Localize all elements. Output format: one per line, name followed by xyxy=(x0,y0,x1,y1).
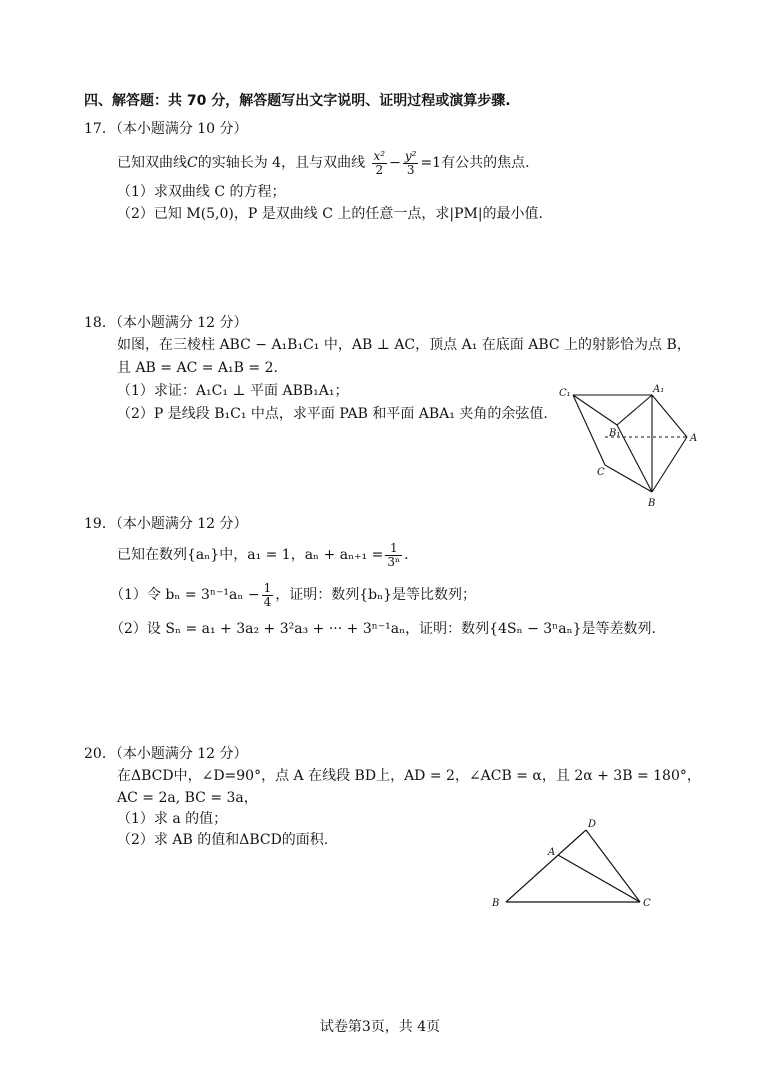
q20-part2: （2）求 AB 的值和ΔBCD的面积. xyxy=(117,832,329,848)
label-a1: A₁ xyxy=(653,384,665,395)
q20-stem-line1: 在ΔBCD中，∠D=90°，点 A 在线段 BD上，AD = 2，∠ACB = α，且 2α + 3B = 180°， xyxy=(117,768,701,784)
edge-b1-a1 xyxy=(617,395,652,425)
label-a: A xyxy=(690,433,698,444)
q17-fraction-x: $\frac{\text{x²}}{2}$ xyxy=(373,148,386,177)
q20-header: 20．（本小题满分 12 分） xyxy=(84,746,248,762)
label-b: B xyxy=(492,898,500,909)
q17-stem-text-2: 的实轴长为 4，且与双曲线 xyxy=(197,155,366,171)
edge-b-a xyxy=(652,437,687,492)
q19-part1-text: （1）令 bₙ = 3ⁿ⁻¹aₙ − xyxy=(110,587,260,603)
label-c1: C₁ xyxy=(559,388,571,399)
q17-fraction-y: $\frac{\text{y²}}{3}$ xyxy=(404,148,417,177)
q17-curve-c: C xyxy=(187,155,198,171)
q19-part1-text-2: ，证明：数列{bₙ}是等比数列； xyxy=(275,587,477,603)
label-d: D xyxy=(588,819,597,830)
q19-part1-fraction: $\frac{1}{4}$ xyxy=(263,580,272,609)
page-footer: 试卷第3页，共 4页 xyxy=(319,1019,441,1035)
q17-part1: （1）求双曲线 C 的方程； xyxy=(117,184,286,200)
q19-stem-text: 已知在数列{aₙ}中，a₁ = 1，aₙ + aₙ₊₁ = xyxy=(117,547,384,563)
q18-stem-line1: 如图，在三棱柱 ABC − A₁B₁C₁ 中，AB ⊥ AC，顶点 A₁ 在底面 ABC 上的射影恰为点 B， xyxy=(117,337,691,353)
q17-stem-end: =1有公共的焦点. xyxy=(420,155,530,171)
edge-a-c xyxy=(558,855,640,902)
q19-part2: （2）设 Sₙ = a₁ + 3a₂ + 3²a₃ + ··· + 3ⁿ⁻¹aₙ，证明：数列{4Sₙ − 3ⁿaₙ}是等差数列. xyxy=(110,621,656,637)
q18-part1: （1）求证：A₁C₁ ⊥ 平面 ABB₁A₁； xyxy=(117,383,349,399)
q19-stem: 已知在数列{aₙ}中，a₁ = 1，aₙ + aₙ₊₁ = $\frac{1}{\text{3ⁿ}}$ . xyxy=(117,540,409,569)
q17-header: 17．（本小题满分 10 分） xyxy=(84,121,248,137)
section-heading: 四、解答题：共 70 分，解答题写出文字说明、证明过程或演算步骤. xyxy=(84,93,511,109)
edge-b-d xyxy=(506,830,586,902)
label-b: B xyxy=(648,498,656,509)
q17-stem-text: 已知双曲线 xyxy=(117,155,187,171)
q20-stem-line2: AC = 2a, BC = 3a， xyxy=(117,790,258,806)
label-c: C xyxy=(643,898,651,909)
q18-part2: （2）P 是线段 B₁C₁ 中点，求平面 PAB 和平面 ABA₁ 夹角的余弦值. xyxy=(117,406,548,422)
prism-figure xyxy=(555,380,705,510)
edge-a1-a xyxy=(652,395,687,437)
q18-stem-line2: 且 AB = AC = A₁B = 2. xyxy=(117,360,278,376)
label-c: C xyxy=(597,467,605,478)
q17-stem: 已知双曲线C的实轴长为 4，且与双曲线 $\frac{\text{x²}}{2}$ − $\frac{\text{y²}}{3}$ =1有公共的焦点. xyxy=(117,148,530,177)
q20-part1: （1）求 a 的值； xyxy=(117,811,228,827)
edge-d-c xyxy=(586,830,640,902)
q17-part2: （2）已知 M(5,0)，P 是双曲线 C 上的任意一点，求|PM|的最小值. xyxy=(117,206,544,222)
label-a: A xyxy=(548,847,556,858)
q18-header: 18．（本小题满分 12 分） xyxy=(84,315,248,331)
q19-fraction: $\frac{1}{\text{3ⁿ}}$ xyxy=(387,540,401,569)
q19-header: 19．（本小题满分 12 分） xyxy=(84,516,248,532)
label-b1: B₁ xyxy=(609,428,621,439)
triangle-figure xyxy=(488,815,658,915)
q19-part1 xyxy=(110,580,476,610)
